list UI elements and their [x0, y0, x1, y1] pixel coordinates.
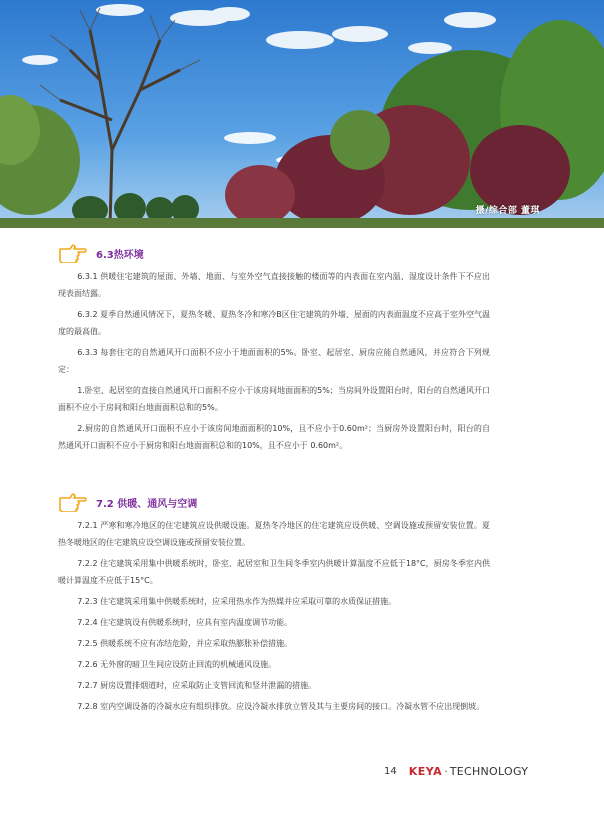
- section-heat-environment: [58, 242, 490, 454]
- brand-logo: KEYA: [408, 764, 443, 778]
- paragraph: 7.2.7 厨房设置排烟道时，应采取防止支管回流和竖井泄漏的措施。: [77, 681, 317, 690]
- paragraph: 7.2.1 严寒和寒冷地区的住宅建筑应设供暖设施。夏热冬冷地区的住宅建筑应设供暖、空调设施或预留安装位置。夏热冬暖地区的住宅建筑应设空调设施或预留安装位置。: [58, 521, 490, 547]
- paragraph: 6.3.2 夏季自然通风情况下，夏热冬暖、夏热冬冷和寒冷B区住宅建筑的外墙、屋面的内表面温度不应高于室外空气温度的最高值。: [58, 310, 490, 336]
- pointing-hand-icon: [58, 492, 88, 512]
- paragraph: 7.2.8 室内空调设备的冷凝水应有组织排放。应设冷凝水排放立管及其与主要房间的接口。冷凝水管不应出现倒坡。: [77, 702, 485, 711]
- section-heading: [58, 491, 490, 513]
- hero-photo: [0, 0, 604, 228]
- brand-tagline: TECHNOLOGY: [449, 764, 529, 778]
- paragraph: 7.2.6 无外窗的暗卫生间应设防止回流的机械通风设施。: [77, 660, 277, 669]
- paragraph: 7.2.5 供暖系统不应有冻结危险，并应采取热膨胀补偿措施。: [77, 639, 293, 648]
- photo-credit: 摄/综合部 董琪: [475, 206, 540, 216]
- section-heating-ventilation: [58, 491, 490, 715]
- paragraph: 2.厨房的自然通风开口面积不应小于该房间地面面积的10%，且不应小于0.60m²；当厨房外设置阳台时，阳台的自然通风开口面积不应小于厨房和阳台地面面积总和的10%，且不应小于 0.60m²。: [58, 424, 490, 450]
- page-footer: [384, 762, 528, 780]
- section-heading: [58, 242, 490, 264]
- paragraph: 7.2.4 住宅建筑设有供暖系统时，应具有室内温度调节功能。: [77, 618, 293, 627]
- paragraph: 7.2.3 住宅建筑采用集中供暖系统时，应采用热水作为热媒并应采取可靠的水质保证措施。: [77, 597, 397, 606]
- section-title: 7.2 供暖、通风与空调: [96, 498, 198, 510]
- paragraph: 6.3.1 供暖住宅建筑的屋面、外墙、地面、与室外空气直接接触的楼面等的内表面在室内温、湿度设计条件下不应出现表面结露。: [58, 272, 490, 298]
- section-title: 6.3热环境: [96, 249, 144, 261]
- page-number: 14: [384, 765, 397, 777]
- paragraph: 7.2.2 住宅建筑采用集中供暖系统时，卧室、起居室和卫生间冬季室内供暖计算温度不应低于18°C，厨房冬季室内供暖计算温度不应低于15°C。: [58, 559, 490, 585]
- paragraph: 6.3.3 每套住宅的自然通风开口面积不应小于地面面积的5%。卧室、起居室、厨房应能自然通风，并应符合下列规定：: [58, 348, 490, 374]
- tree-landscape-image: [0, 0, 604, 228]
- paragraph: 1.卧室、起居室的直接自然通风开口面积不应小于该房间地面面积的5%；当房间外设置阳台时，阳台的自然通风开口面积不应小于房间和阳台地面面积总和的5%。: [58, 386, 490, 412]
- brand-separator: ·: [444, 764, 448, 778]
- pointing-hand-icon: [58, 243, 88, 263]
